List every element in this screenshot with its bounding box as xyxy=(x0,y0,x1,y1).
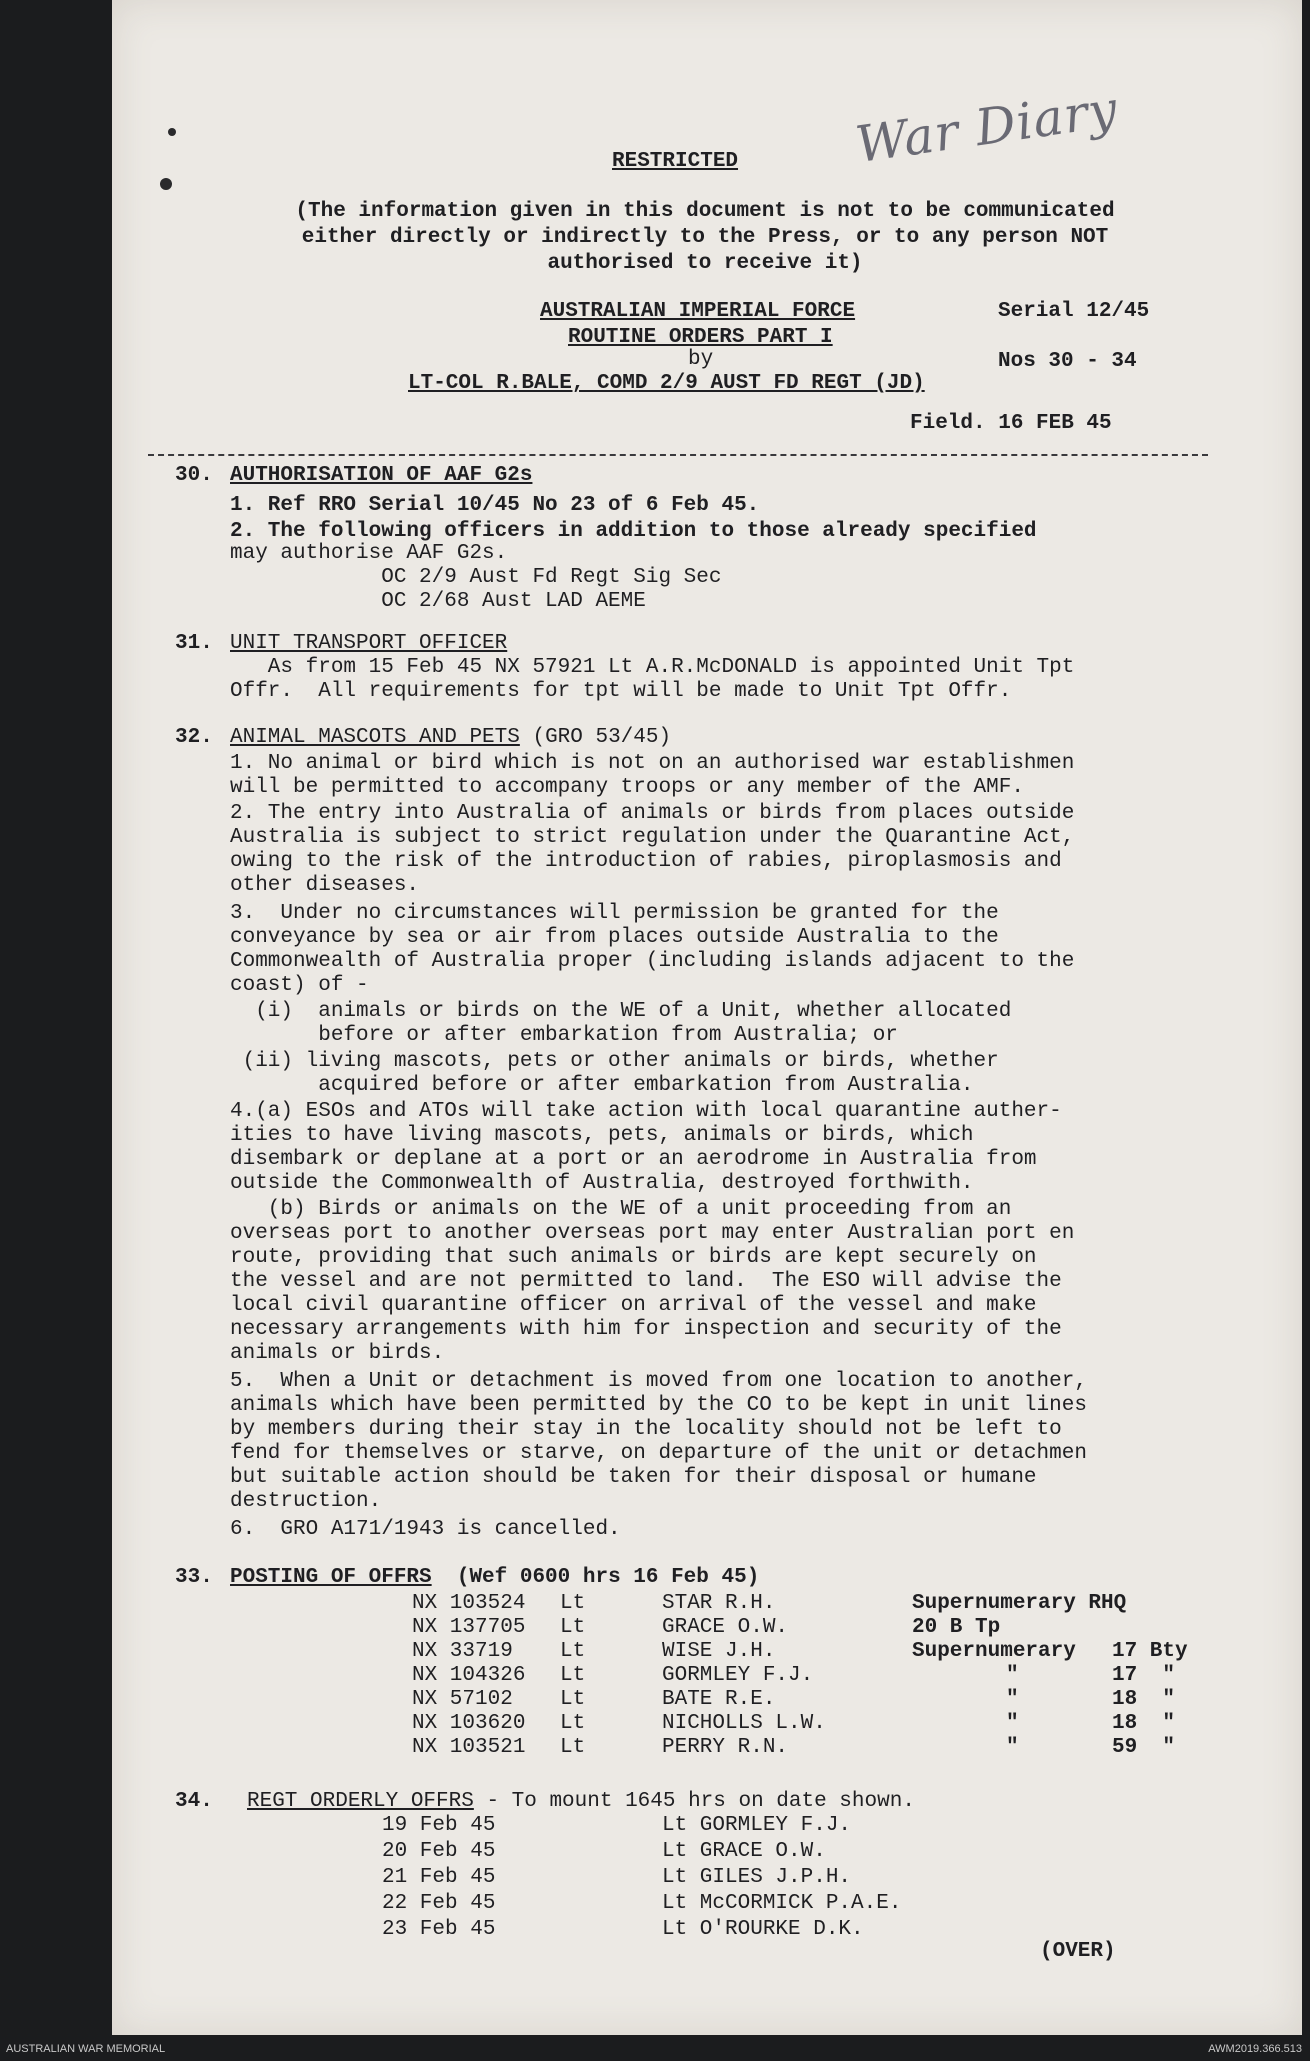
notice-line-1: (The information given in this document is not to be communicated xyxy=(295,200,1115,223)
posting-unit: " xyxy=(1006,1736,1019,1759)
posting-unit: " xyxy=(1006,1688,1019,1711)
handwritten-annotation: War Diary xyxy=(852,79,1122,175)
section-line: but suitable action should be taken for their disposal or humane xyxy=(230,1466,1037,1489)
section-line: the vessel and are not permitted to land. The ESO will advise the xyxy=(230,1270,1062,1293)
section-line: will be permitted to accompany troops or any member of the AMF. xyxy=(230,776,1024,799)
section-title: POSTING OF OFFRS xyxy=(230,1566,432,1589)
order-numbers: Nos 30 - 34 xyxy=(998,350,1137,373)
section-line: 6. GRO A171/1943 is cancelled. xyxy=(230,1518,621,1541)
section-number: 31. xyxy=(175,632,213,655)
section-line: As from 15 Feb 45 NX 57921 Lt A.R.McDONALD is appointed Unit Tpt xyxy=(230,656,1075,679)
section-line: conveyance by sea or air from places outside Australia to the xyxy=(230,926,999,949)
posting-battery: 17 " xyxy=(1112,1664,1176,1687)
service-number: NX 104326 xyxy=(412,1664,526,1687)
section-line: coast) of - xyxy=(230,974,369,997)
orders-title: ROUTINE ORDERS PART I xyxy=(568,326,833,349)
over-note: (OVER) xyxy=(1040,1940,1116,1963)
posting-unit: " xyxy=(1006,1664,1019,1687)
posting-battery: 59 " xyxy=(1112,1736,1176,1759)
section-line: fend for themselves or starve, on departure of the unit or detachmen xyxy=(230,1442,1087,1465)
section-reference: - To mount 1645 hrs on date shown. xyxy=(473,1790,915,1813)
service-number: NX 103524 xyxy=(412,1592,526,1615)
officer-name: NICHOLLS L.W. xyxy=(662,1712,826,1735)
section-title: REGT ORDERLY OFFRS xyxy=(247,1790,474,1813)
posting-unit: Supernumerary RHQ xyxy=(912,1592,1127,1615)
duty-date: 23 Feb 45 xyxy=(382,1918,496,1941)
archive-footer xyxy=(0,2035,1310,2061)
section-reference: (GRO 53/45) xyxy=(519,726,672,749)
notice-line-3: authorised to receive it) xyxy=(547,252,863,275)
posting-unit: Supernumerary xyxy=(912,1640,1076,1663)
posting-battery: 18 " xyxy=(1112,1712,1176,1735)
section-line: route, providing that such animals or birds are kept securely on xyxy=(230,1246,1037,1269)
separator-rule xyxy=(148,454,1208,456)
rank: Lt xyxy=(560,1592,586,1615)
rank: Lt xyxy=(560,1664,586,1687)
section-heading xyxy=(230,726,671,750)
serial-number: Serial 12/45 xyxy=(998,300,1150,323)
duty-date: 20 Feb 45 xyxy=(382,1840,496,1863)
section-reference: (Wef 0600 hrs 16 Feb 45) xyxy=(431,1566,760,1589)
section-line: necessary arrangements with him for inspection and security of the xyxy=(230,1318,1062,1341)
duty-date: 22 Feb 45 xyxy=(382,1892,496,1915)
section-line: (i) animals or birds on the WE of a Unit, whether allocated xyxy=(230,1000,1012,1023)
duty-officer: Lt GRACE O.W. xyxy=(662,1840,826,1863)
section-line: Offr. All requirements for tpt will be made to Unit Tpt Offr. xyxy=(230,680,1012,703)
section-line: 1. No animal or bird which is not on an authorised war establishmen xyxy=(230,752,1075,775)
section-heading xyxy=(230,1566,759,1590)
service-number: NX 103620 xyxy=(412,1712,526,1735)
officer-name: BATE R.E. xyxy=(662,1688,776,1711)
punch-hole xyxy=(160,178,172,190)
section-line: 3. Under no circumstances will permission be granted for the xyxy=(230,902,999,925)
section-number: 33. xyxy=(175,1566,213,1589)
section-title: AUTHORISATION OF AAF G2s xyxy=(230,464,533,487)
duty-date: 21 Feb 45 xyxy=(382,1866,496,1889)
section-title: ANIMAL MASCOTS AND PETS xyxy=(230,726,520,749)
posting-battery: 18 " xyxy=(1112,1688,1176,1711)
service-number: NX 33719 xyxy=(412,1640,513,1663)
duty-officer: Lt GILES J.P.H. xyxy=(662,1866,852,1889)
section-line: acquired before or after embarkation from Australia. xyxy=(230,1074,974,1097)
officer-name: GRACE O.W. xyxy=(662,1616,789,1639)
rank: Lt xyxy=(560,1712,586,1735)
footer-institution: AUSTRALIAN WAR MEMORIAL xyxy=(6,2043,166,2055)
section-title: UNIT TRANSPORT OFFICER xyxy=(230,632,508,655)
punch-hole xyxy=(168,128,176,136)
section-line: before or after embarkation from Australia; or xyxy=(230,1024,898,1047)
rank: Lt xyxy=(560,1616,586,1639)
section-line: 5. When a Unit or detachment is moved from one location to another, xyxy=(230,1370,1087,1393)
section-line: Commonwealth of Australia proper (including islands adjacent to the xyxy=(230,950,1075,973)
section-line: OC 2/68 Aust LAD AEME xyxy=(230,590,646,613)
section-line: disembark or deplane at a port or an aerodrome in Australia from xyxy=(230,1148,1037,1171)
duty-date: 19 Feb 45 xyxy=(382,1814,496,1837)
posting-unit: " xyxy=(1006,1712,1019,1735)
duty-officer: Lt O'ROURKE D.K. xyxy=(662,1918,864,1941)
section-line: animals or birds. xyxy=(230,1342,445,1365)
officer-name: GORMLEY F.J. xyxy=(662,1664,814,1687)
footer-accession: AWM2019.366.513 xyxy=(1208,2043,1302,2055)
service-number: NX 57102 xyxy=(412,1688,513,1711)
section-line: 1. Ref RRO Serial 10/45 No 23 of 6 Feb 45. xyxy=(230,494,760,517)
section-line: (b) Birds or animals on the WE of a unit proceeding from an xyxy=(230,1198,1012,1221)
section-line: by members during their stay in the locality should not be left to xyxy=(230,1418,1062,1441)
section-line: OC 2/9 Aust Fd Regt Sig Sec xyxy=(230,566,722,589)
section-line: overseas port to another overseas port may enter Australian port en xyxy=(230,1222,1075,1245)
posting-unit: 20 B Tp xyxy=(912,1616,1001,1639)
section-line: 2. The following officers in addition to those already specified xyxy=(230,520,1037,543)
section-number: 34. xyxy=(175,1790,213,1813)
officer-name: STAR R.H. xyxy=(662,1592,776,1615)
section-line: animals which have been permitted by the CO to be kept in unit lines xyxy=(230,1394,1087,1417)
section-line: outside the Commonwealth of Australia, destroyed forthwith. xyxy=(230,1172,974,1195)
posting-battery: 17 Bty xyxy=(1112,1640,1188,1663)
force-title: AUSTRALIAN IMPERIAL FORCE xyxy=(540,300,856,323)
duty-officer: Lt GORMLEY F.J. xyxy=(662,1814,852,1837)
section-heading xyxy=(247,1790,915,1814)
section-line: local civil quarantine officer on arrival of the vessel and make xyxy=(230,1294,1037,1317)
commander-line: LT-COL R.BALE, COMD 2/9 AUST FD REGT (JD) xyxy=(408,372,925,395)
service-number: NX 137705 xyxy=(412,1616,526,1639)
section-number: 30. xyxy=(175,464,213,487)
orders-by: by xyxy=(688,348,714,371)
section-line: (ii) living mascots, pets or other animals or birds, whether xyxy=(230,1050,999,1073)
section-line: Australia is subject to strict regulation under the Quarantine Act, xyxy=(230,826,1075,849)
officer-name: PERRY R.N. xyxy=(662,1736,789,1759)
section-line: 4.(a) ESOs and ATOs will take action with local quarantine auther- xyxy=(230,1100,1062,1123)
rank: Lt xyxy=(560,1640,586,1663)
rank: Lt xyxy=(560,1736,586,1759)
rank: Lt xyxy=(560,1688,586,1711)
section-number: 32. xyxy=(175,726,213,749)
classification-heading: RESTRICTED xyxy=(612,150,739,173)
section-line: may authorise AAF G2s. xyxy=(230,542,508,565)
section-line: 2. The entry into Australia of animals or birds from places outside xyxy=(230,802,1075,825)
section-line: other diseases. xyxy=(230,874,420,897)
notice-line-2: either directly or indirectly to the Press, or to any person NOT xyxy=(301,226,1109,249)
place-date: Field. 16 FEB 45 xyxy=(910,412,1112,435)
officer-name: WISE J.H. xyxy=(662,1640,776,1663)
section-line: ities to have living mascots, pets, animals or birds, which xyxy=(230,1124,974,1147)
section-line: owing to the risk of the introduction of rabies, piroplasmosis and xyxy=(230,850,1062,873)
duty-officer: Lt McCORMICK P.A.E. xyxy=(662,1892,902,1915)
section-line: destruction. xyxy=(230,1490,382,1513)
service-number: NX 103521 xyxy=(412,1736,526,1759)
